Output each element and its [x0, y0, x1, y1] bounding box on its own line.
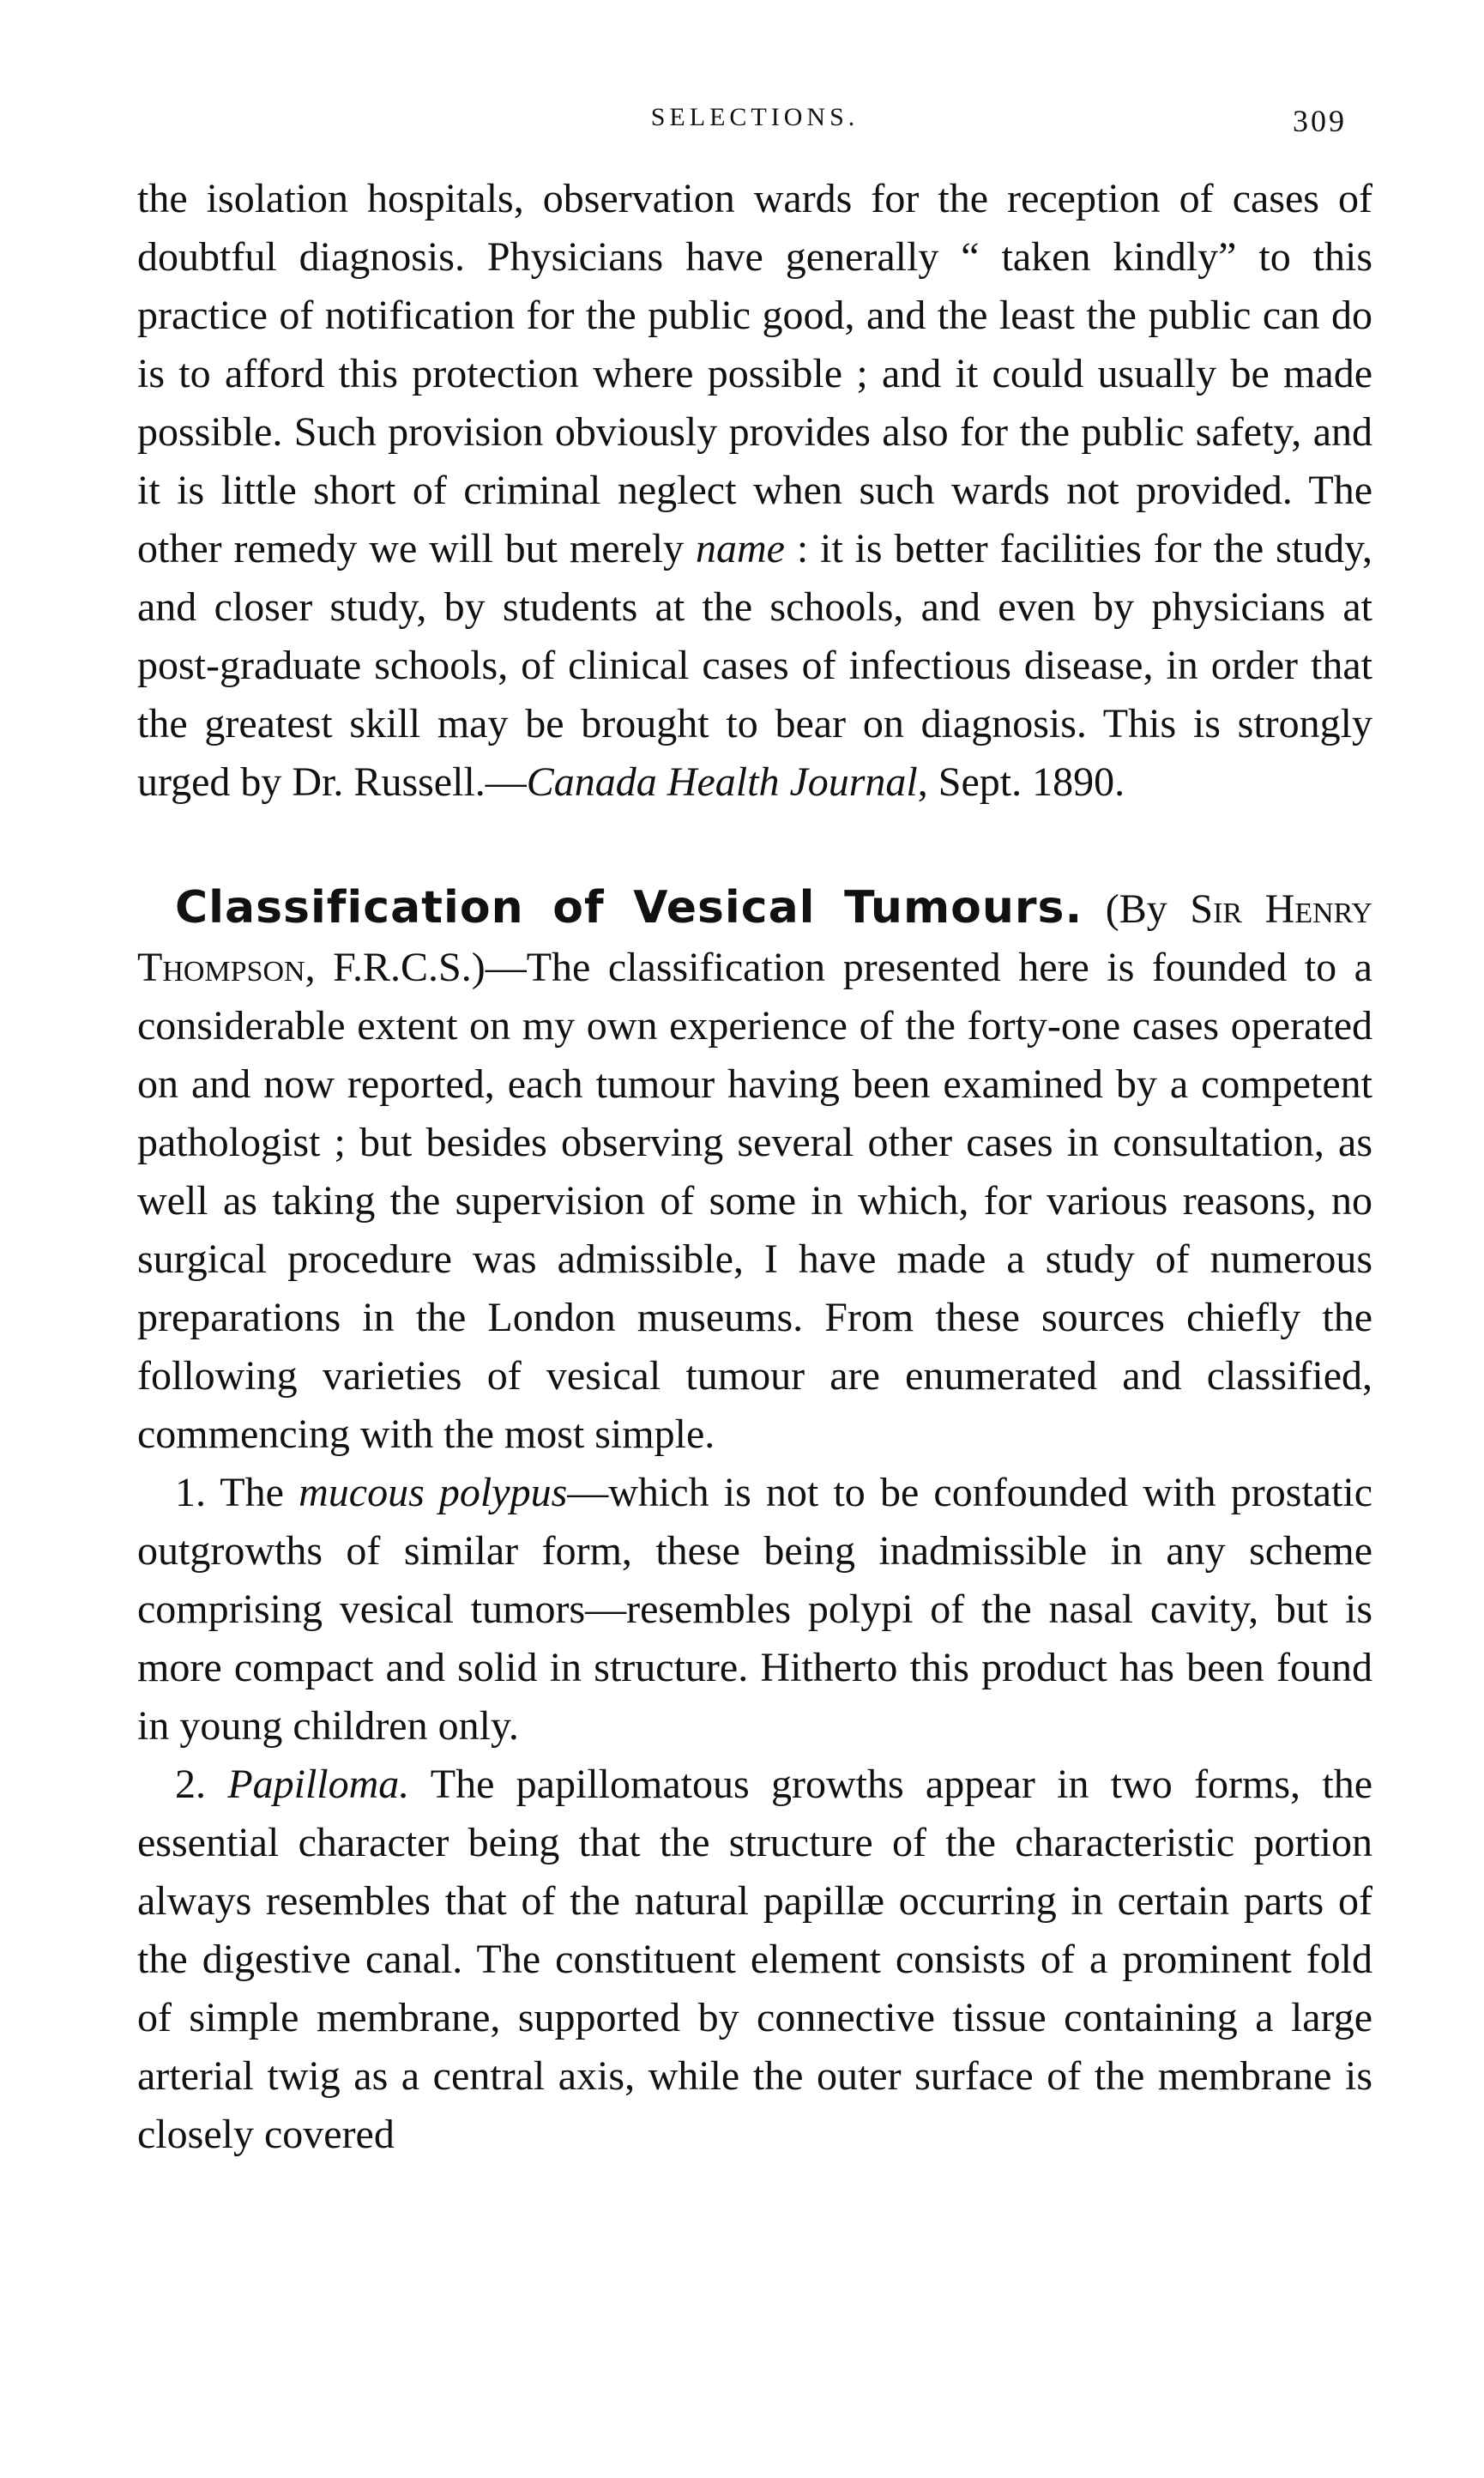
item-term: mucous polypus [299, 1470, 568, 1515]
list-item-papilloma [137, 1756, 1372, 2164]
item-text: —which is not to be confounded with prostatic outgrowths of similar form, these being inadmissible in any scheme comprising vesical tumors—resembles polypi of the nasal cavity, but is more compact and solid in structure. Hitherto this product has been found in young children only. [137, 1470, 1372, 1749]
section-title: Classification of Vesical Tumours. [175, 882, 1083, 934]
section-vesical-tumours [137, 879, 1372, 1464]
paragraph-text-a: the isolation hospitals, observation wards for the reception of cases of doubtful diagnosis. Physicians have generally “ taken kindly” to this practice of notification for the public good, and the least the public can do is to afford this protection where possible ; and it could usually be made possible. Such provision obviously provides also for the public safety, and it is little short of criminal neglect when such wards not provided. The other remedy we will but merely [137, 176, 1372, 571]
item-number: 1. The [175, 1470, 299, 1515]
item-text: The papillomatous growths appear in two forms, the essential character being that the structure of the characteristic portion always resembles that of the natural papillæ occurring in certain parts of the digestive canal. The constituent element consists of a prominent fold of simple membrane, supported by connective tissue containing a large arterial twig as a central axis, while the outer surface of the membrane is closely covered [137, 1762, 1373, 2157]
source-journal: Canada Health Journal [526, 759, 918, 805]
running-head [137, 103, 1372, 163]
list-item-mucous-polypus [137, 1464, 1372, 1756]
item-term: Papilloma. [227, 1762, 410, 1807]
page-number: 309 [1293, 104, 1347, 138]
item-number: 2. [175, 1762, 228, 1807]
section-gap [137, 812, 1372, 879]
paragraph-isolation-hospitals [137, 170, 1372, 812]
byline-open: (By [1083, 886, 1191, 932]
section-intro: )—The classification presented here is founded to a considerable extent on my own experience of the forty-one cases operated on and now reported, each tumour having been examined by a competent pathologist ; but besides observing several other cases in consultation, as well as taking the supervision of some in which, for various reasons, no surgical procedure was admissible, I have made a study of numerous preparations in the London museums. From these sources chiefly the following varieties of vesical tumour are enumerated and classified, commencing with the most simple. [137, 945, 1372, 1457]
source-date: , Sept. 1890. [917, 759, 1125, 805]
byline-author: Sir Henry Thompson, F.R.C.S. [137, 886, 1372, 990]
emphasis-name: name [696, 526, 785, 571]
document-page [137, 103, 1372, 2164]
running-title: SELECTIONS. [650, 103, 860, 131]
paragraph-text-c: : it is better facilities for the study, and closer study, by students at the schools, and even by physicians at post-graduate schools, of clinical cases of infectious disease, in order that the greatest skill may be brought to bear on diagnosis. This is strongly urged by Dr. Russell.— [137, 526, 1372, 805]
